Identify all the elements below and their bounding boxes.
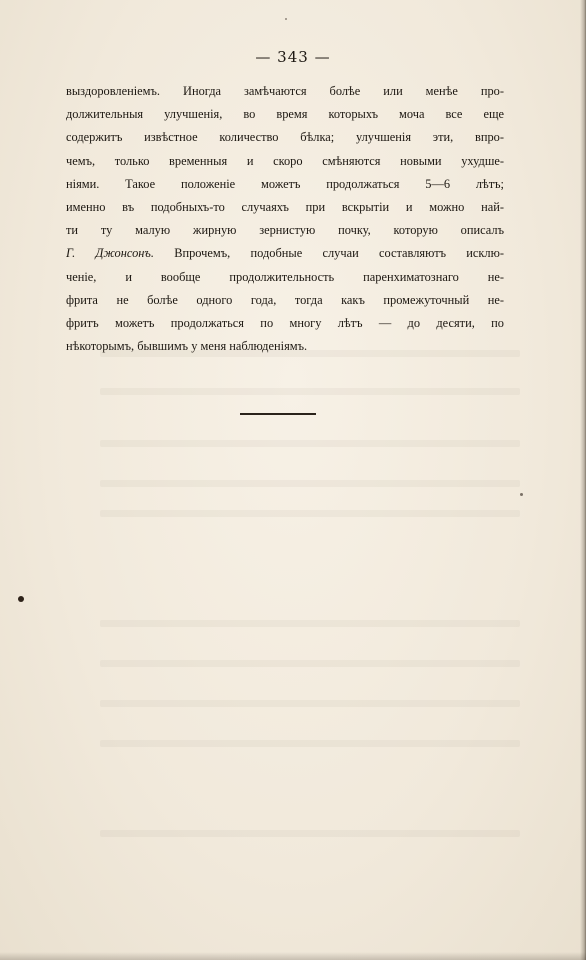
page-number: — 343 — (255, 48, 331, 66)
text-line-8 (66, 242, 504, 265)
page-bottom-shadow (0, 952, 586, 960)
bleed-through-line (100, 350, 520, 357)
text-line-2: должительныя улучшенія, во время которыхъ моча все еще (66, 107, 504, 122)
text-line-10: фрита не болѣе одного года, тогда какъ промежуточный не- (66, 292, 504, 307)
ink-speck (18, 596, 24, 602)
text-line-7-plain: ти ту малую жирную зернистую почку, которую описалъ (66, 223, 504, 238)
text-line-6: именно въ подобныхъ-то случаяхъ при вскрытіи и можно най- (66, 200, 504, 215)
bleed-through-line (100, 510, 520, 517)
author-name-italic: Г. Джонсонъ. (66, 246, 154, 261)
text-line-9: ченіе, и вообще продолжительность паренхиматознаго не- (66, 269, 504, 284)
text-line-5: ніями. Такое положеніе можетъ продолжаться 5—6 лѣтъ; (66, 176, 504, 191)
bleed-through-line (100, 740, 520, 747)
bleed-through-line (100, 700, 520, 707)
text-line-11: фритъ можетъ продолжаться по многу лѣтъ — до десяти, по (66, 316, 504, 331)
section-divider-rule (240, 413, 316, 415)
bleed-through-line (100, 388, 520, 395)
text-line-8-plain: Впрочемъ, подобные случаи составляютъ исклю- (174, 246, 504, 261)
bleed-through-line (100, 440, 520, 447)
text-line-1: выздоровленіемъ. Иногда замѣчаются болѣе или менѣе про- (66, 84, 504, 98)
bleed-through-line (100, 830, 520, 837)
text-line-12: нѣкоторымъ, бывшимъ у меня наблюденіямъ. (66, 339, 308, 354)
bleed-through-line (100, 480, 520, 487)
text-line-3: содержитъ извѣстное количество бѣлка; улучшенія эти, впро- (66, 130, 504, 145)
text-line-7 (66, 219, 504, 242)
bleed-through-line (100, 660, 520, 667)
ink-speck (520, 493, 523, 496)
bleed-through-line (100, 620, 520, 627)
ink-speck (285, 18, 287, 20)
page-edge-shadow (580, 0, 586, 960)
text-line-4: чемъ, только временныя и скоро смѣняются новыми ухудше- (66, 153, 504, 168)
body-paragraph (66, 80, 504, 358)
